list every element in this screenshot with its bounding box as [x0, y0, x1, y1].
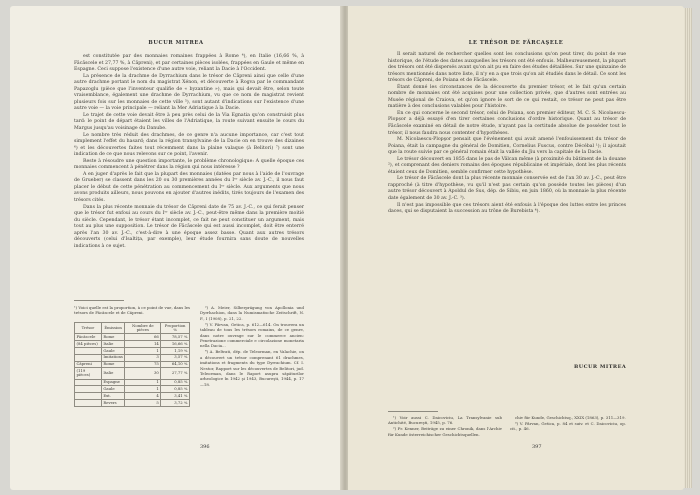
- table-cell: 0,85 %: [161, 386, 190, 393]
- table-row: [75, 361, 190, 368]
- footnote-rule: [74, 300, 124, 301]
- footnote: ¹) Voir aussi C. Daicoviciu, La Transylvanie sub Antichité, Bucureşti, 1945, p. 76.: [388, 415, 502, 426]
- table-cell: 5: [125, 400, 161, 407]
- running-head-right: LE TRÉSOR DE FĂRCAŞELE: [468, 40, 564, 46]
- table-cell: [75, 393, 102, 400]
- table-cell: 27,77 %: [161, 368, 190, 379]
- table-cell: [75, 347, 102, 354]
- table-cell: Gaule: [101, 347, 125, 354]
- table-cell: Căpreni: [75, 361, 102, 368]
- table-header: Proportion %: [161, 323, 190, 334]
- table-row: [75, 400, 190, 407]
- table-cell: (84 pièces): [75, 341, 102, 348]
- table-row: [75, 379, 190, 386]
- table-row: [75, 334, 190, 341]
- table-row: [75, 341, 190, 348]
- right-page: [348, 6, 684, 490]
- table-cell: 66: [125, 334, 161, 341]
- table-cell: 3,72 %: [161, 400, 190, 407]
- table-cell: 16,66 %: [161, 341, 190, 348]
- right-footnotes-right: [510, 415, 626, 432]
- table-cell: 14: [125, 341, 161, 348]
- table-cell: Rome: [101, 361, 125, 368]
- table-cell: Italie: [101, 368, 125, 379]
- table-cell: [75, 379, 102, 386]
- right-footnotes-left: [388, 415, 502, 438]
- paragraph: En ce qui concerne le second trésor, celui de Poiana, son premier éditeur, M. C. S. Nicolaescu-Plopșor a déjà essayé d'en tirer certaines conclusions d'ordre historique. Quant au trésor de Făcăscele examiné en détail de notre étude, n'ayant pas la certitude absolue de posséder tout le trésor, il nous faudra nous contenter d'hypothèses.: [388, 110, 626, 136]
- table-cell: [75, 354, 102, 361]
- paragraph: Le trajet de cette voie devait être à peu près celui de la Via Egnatia qu'on construisit plus tard: le point de départ étaient les villes de l'Adriatique, la route suivant ensuite le cours du Margus jusqu'au voisinage du Danube.: [74, 112, 304, 132]
- paragraph: Étant donné les circonstances de la découverte du premier trésor, et le fait qu'un certain nombre de monnaies ont été acquises pour une collection privée, que d'autres sont entrées au Musée régional de Craiova, et qu'on ignore le sort de ce qui restait, ce trésor ne peut pas être matière à des conclusions valables pour l'histoire.: [388, 84, 626, 110]
- table-body: [75, 334, 190, 406]
- paragraph: Dans la plus récente monnaie du trésor de Căpreni date de 75 av. J.-C., ce qui ferait penser que le trésor fut enfoui au cours du Iᵉʳ siècle av. J.-C., peut-être même dans la première moitié du siècle. Cependant, le trésor étant incomplet, ce fait ne peut constituer un argument, mais tout au plus une supposition. Le trésor de Făcăscele qui est aussi incomplet, doit être enterré après l'an 30 av. J.-C., c'est-à-dire à une époque assez basse. Quant aux autres trésors découverts (celui d'Isaltița, par exemple), leur étude fournira sans doute de nouvelles indications à ce sujet.: [74, 204, 304, 249]
- table-cell: [75, 400, 102, 407]
- paragraph: Il serait naturel de rechercher quelles sont les conclusions qu'on peut tirer, du point de vue historique, de l'étude des dates auxquelles les trésors ont été enfouis. Malheureusement, la plupart des trésors ont été dispersés avant qu'on ait pu en faire des études détaillées. Sur une quinzaine de trésors mentionnés dans notre liste, il n'y en a que trois qu'on ait étudiés dans le détail. Ce sont les trésors de Căpreni, de Poiana et de Făcăscele.: [388, 52, 626, 84]
- footnote: ⁴) A. Beltrati, dép. de Teleorman, en Valachie, on a découvert un trésor comprenant 61 drachmes, imitations et fragments du type Dyrrachium. Cf. I. Nestor, Rapport sur les découvertes de Belitori, jud. Teleorman, dans le Raport asupra săpăturilor arheologice în 1942 şi 1943, Bucureşti, 1944, p. 17—18.: [200, 349, 304, 387]
- table-cell: [75, 386, 102, 393]
- footnote: ³) V. Pârvan, Getica, p. 84 et suiv. et C. Daicoviciu, op. cit., p. 46.: [510, 421, 626, 432]
- table-cell: 30: [125, 368, 161, 379]
- table-row: [75, 368, 190, 379]
- table-cell: 75: [125, 361, 161, 368]
- table-cell: 64,10 %: [161, 361, 190, 368]
- table-cell: 1,19 %: [161, 347, 190, 354]
- page-number-left: 396: [200, 444, 210, 450]
- table-row: [75, 347, 190, 354]
- paragraph: est constitutée par des monnaies romaines frappées à Rome ⁴), en Italie (16,66 %, à Făcăscele et 27,77 %, à Căpreni), et par certaines pièces isolées, frappées en Gaule et même en Espagne. Ceci suppose l'existence d'une autre voie, reliant la Dacie à l'Occident.: [74, 54, 304, 73]
- footnote: ³) V. Pârvan, Getica, p. 612—614. On trouvera un tableau de tous les trésors romains, de ce genre, dans notre ouvrage sur le commerce ancien: Penetrazione commerciale e circolazione monetaria nella Dacia...: [200, 321, 304, 349]
- table-row: [75, 386, 190, 393]
- table-cell: Imitations: [103, 354, 123, 360]
- table-header: Nombre de pièces: [125, 323, 161, 334]
- left-footnotes: [200, 305, 304, 388]
- page-number-right: 397: [532, 444, 542, 450]
- table-header: Émission: [101, 323, 125, 334]
- table-cell: Făcăscele: [75, 334, 102, 341]
- table-cell: (119 pièces): [75, 368, 102, 379]
- table-cell: 3: [125, 354, 161, 361]
- running-head-left: BUCUR MITREA: [148, 40, 204, 46]
- footnote: ²) Fr. Kenner, Beiträge zu einer Chronik, dans l'Archiv für Kunde österreichischer Geschichtsquellen.: [388, 426, 502, 437]
- footnote: ²) A. Meier, Silberprägung von Apollonia und Dyrrhachion, dans la Numismatische Zeitschrift, N. F., I (1908), p. 21, 22.: [200, 305, 304, 321]
- paragraph: La présence de la drachme de Dyrrachium dans le trésor de Căpreni ainsi que celle d'une autre drachme portant le nom du magistrat Xénon, et découverte à Rogva par le commandant Papazoglu (pièce que l'inventeur qualifie de « byzantine »), mais qui devait être, selon toute vraisemblance, également une drachme de Dyrrachium, vu que ce nom de magistrat revient plusieurs fois sur les monnaies de cette ville ⁵), sont autant d'indications sur l'existence d'une autre voie — la voie principale — reliant la Mer Adriatique à la Dacie.: [74, 73, 304, 112]
- left-body-text: [74, 54, 304, 250]
- table-header-row: [75, 323, 190, 334]
- table-cell: Gaule: [101, 386, 125, 393]
- table-cell: Italie: [101, 341, 125, 348]
- table-cell: 3,57 %: [161, 354, 190, 361]
- table-cell: 1: [125, 386, 161, 393]
- table-cell: 1: [125, 379, 161, 386]
- paragraph: Reste à résoudre une question importante, le problème chronologique: A quelle époque ces monnaies commencent à pénétrer dans la région qui nous intéresse ?: [74, 158, 304, 171]
- table-header: Trésor: [75, 323, 102, 334]
- paragraph: A en juger d'après le fait que la plupart des monnaies (datées par nous à l'aide de l'ouvrage de Grueber) se classent dans les 20 ou 30 premières années du Iᵉʳ siècle av. J.-C., il nous faut placer le début de cette pénétration au commencement du Iᵉʳ siècle. Aux arguments que nous avons produits ailleurs, nous pouvons en ajouter d'autres inédits, tirés toujours de l'examen des trésors cités.: [74, 171, 304, 204]
- paragraph: M. Nicolaescu-Plopşor pensait que l'événement qui avait amené l'enfouissement du trésor de Poiana, était la campagne du général de Domitien, Cornelius Fuscus, contre Décébal ¹); il ajoutait que la route suivie par ce général romain était la vallée du Jiu vers la capitale de la Dacie.: [388, 137, 626, 156]
- table-cell: Revers: [101, 400, 125, 407]
- coin-proportion-table: [74, 322, 190, 407]
- table-cell: Rome: [101, 334, 125, 341]
- table-cell: Espagne: [101, 379, 125, 386]
- table-row: [75, 393, 190, 400]
- table-cell: 3,41 %: [161, 393, 190, 400]
- table-row: [75, 354, 190, 361]
- paragraph: Le nombre très réduit des drachmes, de ce genre n'a aucune importance, car c'est tout simplement l'effet du hasard; dans la région transylvaine de la Dacie on en trouve des dizaines ⁶) et les découvertes faites tout récemment dans la plaine valaque (à Belitori) ⁷) sont une indication de ce que nous relevons sur ce point, l'avenir.: [74, 132, 304, 158]
- page-edges: [684, 8, 692, 488]
- table-cell: Ext.: [101, 393, 125, 400]
- author-signature: BUCUR MITREA: [574, 364, 627, 370]
- left-page: [10, 6, 342, 490]
- footnote: chiv für Kunde, Geschichtsq., XXIX (1863), p. 311—319.: [515, 415, 626, 420]
- footnote-rule: [388, 411, 438, 412]
- paragraph: Il n'est pas impossible que ces trésors aient été enfouis à l'époque des luttes entre les princes daces, qui se disputaient la succession au trône de Burebista ⁴).: [388, 202, 626, 215]
- paragraph: Le trésor découvert en 1855 dans le pas de Vâlcan même (à proximité du bâtiment de la douane ²), et comprenant des deniers romains des époques républicaine et impériale, dont les plus récents étaient ceux de Domitien, semble confirmer cette hypothèse.: [388, 156, 626, 175]
- paragraph: Le trésor de Făcăscele dont la plus récente monnaie conservée est de l'an 30 av. J.-C., peut être rapproché (à titre d'hypothèse, vu qu'il n'est pas certain qu'on possède toutes les pièces) d'un autre trésor découvert à Apoldul de Sus, dép. de Sibiu, en juin 1860, où la monnaie la plus récente date également de 30 av. J.-C. ³).: [388, 176, 626, 202]
- table-cell: 78,57 %: [161, 334, 190, 341]
- table-cell: 4: [125, 393, 161, 400]
- table-cell: 1: [125, 347, 161, 354]
- table-cell: 0,85 %: [161, 379, 190, 386]
- right-body-text: [388, 52, 626, 216]
- table-intro: ¹) Voici quelle est la proportion, à ce point de vue, dans les trésors de Făcăscele et de Căpreni.: [74, 305, 191, 316]
